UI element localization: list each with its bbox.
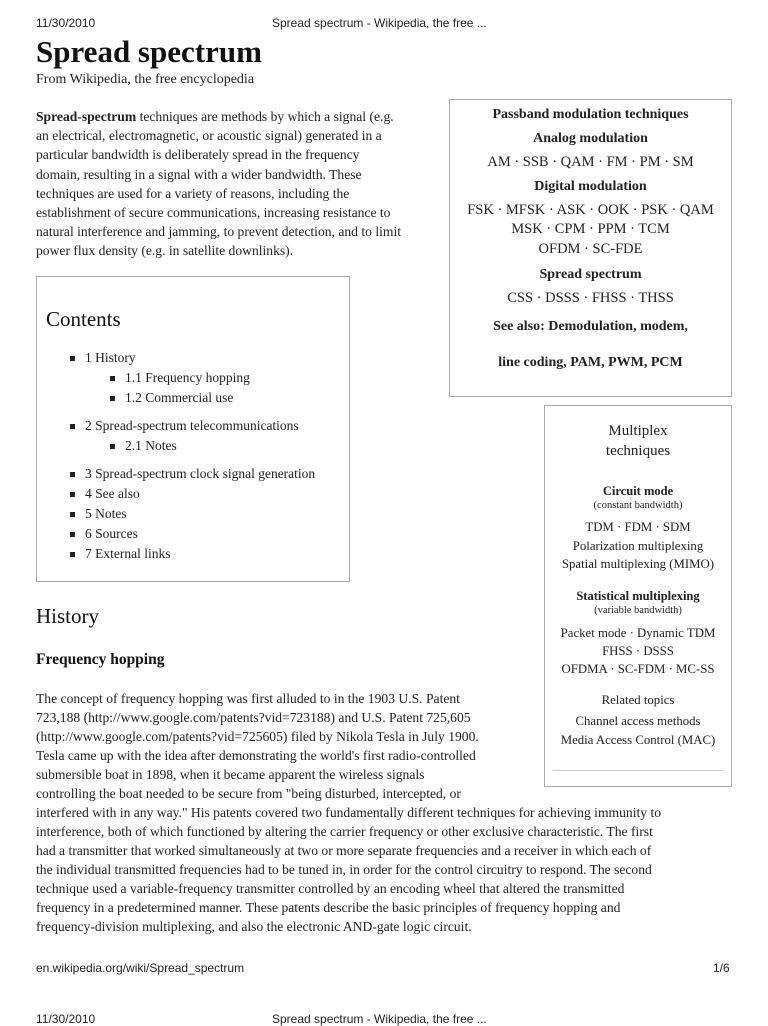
multiplex-navbox	[544, 405, 732, 787]
bullet-icon	[110, 396, 115, 401]
print-date-page-2: 11/30/2010	[36, 1012, 96, 1026]
paragraph-line: interference, both of which functioned by altering the carrier frequency or other exclusive characteristic. The first	[36, 824, 653, 839]
paragraph-line: technique used a variable-frequency transmitter controlled by an encoding wheel that altered the transmitted	[36, 881, 625, 896]
paragraph-line: had a transmitter that worked simultaneously at two or more separate frequencies and a receiver in which each of	[36, 843, 652, 858]
bullet-icon	[110, 444, 115, 449]
bullet-icon	[70, 492, 75, 497]
digital-list[interactable]: OFDM · SC-FDE	[538, 241, 643, 257]
toc-item-clock-signal[interactable]: 3 Spread-spectrum clock signal generation	[85, 466, 315, 482]
statistical-heading[interactable]: Statistical multiplexing	[576, 589, 700, 603]
intro-line: Spread-spectrum techniques are methods by which a signal (e.g.	[36, 109, 394, 124]
toc-item-commercial-use[interactable]: 1.2 Commercial use	[125, 390, 233, 406]
intro-line: an electrical, electromagnetic, or acoustic signal) generated in a	[36, 128, 382, 144]
intro-line: natural interference and jamming, to prevent detection, and to limit	[36, 224, 402, 240]
tagline: From Wikipedia, the free encyclopedia	[36, 72, 255, 87]
related-heading[interactable]: Related topics	[601, 693, 675, 707]
intro-bold-term[interactable]: Spread-spectrum	[36, 109, 137, 124]
bullet-icon	[70, 472, 75, 477]
paragraph-line: (http://www.google.com/patents?vid=725605) filed by Nikola Tesla in July 1900.	[36, 729, 479, 744]
bullet-icon	[70, 356, 75, 361]
paragraph-line: 723,188 (http://www.google.com/patents?vid=723188) and U.S. Patent 725,605	[36, 710, 471, 725]
bullet-icon	[70, 512, 75, 517]
multiplex-title[interactable]: techniques	[605, 443, 671, 459]
digital-list[interactable]: MSK · CPM · PPM · TCM	[511, 221, 670, 237]
print-date: 11/30/2010	[36, 16, 96, 30]
toc-item-notes-2-1[interactable]: 2.1 Notes	[125, 438, 177, 454]
print-title-page-2: Spread spectrum - Wikipedia, the free ...	[272, 1012, 487, 1026]
passband-modulation-navbox	[449, 99, 732, 397]
bullet-icon	[110, 376, 115, 381]
circuit-list[interactable]: TDM · FDM · SDM	[585, 520, 691, 534]
toc-item-frequency-hopping[interactable]: 1.1 Frequency hopping	[125, 370, 250, 386]
page-title: Spread spectrum	[36, 34, 262, 69]
bullet-icon	[70, 532, 75, 537]
statistical-note: (variable bandwidth)	[594, 605, 682, 616]
related-list[interactable]: Channel access methods	[575, 714, 701, 728]
circuit-heading[interactable]: Circuit mode	[602, 484, 674, 498]
paragraph-line: The concept of frequency hopping was first alluded to in the 1903 U.S. Patent	[36, 691, 460, 706]
toc-item-external-links[interactable]: 7 External links	[85, 546, 170, 562]
intro-line: techniques are used for a variety of reasons, including the	[36, 185, 350, 201]
footer-url: en.wikipedia.org/wiki/Spread_spectrum	[36, 961, 245, 975]
see-also-line[interactable]: line coding, PAM, PWM, PCM	[498, 355, 683, 370]
related-list[interactable]: Media Access Control (MAC)	[560, 733, 716, 747]
print-title: Spread spectrum - Wikipedia, the free ...	[272, 16, 487, 30]
paragraph-line: the individual transmitted frequencies had to be tuned in, in order for the control circuitry to respond. The second	[36, 862, 652, 877]
circuit-list[interactable]: Polarization multiplexing	[572, 539, 704, 553]
frequency-hopping-heading: Frequency hopping	[36, 651, 165, 668]
statistical-list[interactable]: FHSS · DSSS	[602, 644, 674, 658]
digital-list[interactable]: FSK · MFSK · ASK · OOK · PSK · QAM	[467, 202, 714, 218]
paragraph-line: interfered with in any way." His patents covered two fundamentally different techniques for achieving immunity to	[36, 805, 662, 820]
multiplex-title[interactable]: Multiplex	[608, 423, 668, 439]
digital-heading[interactable]: Digital modulation	[534, 179, 647, 194]
toc-item-history[interactable]: 1 History	[85, 350, 136, 366]
paragraph-line: Tesla came up with the idea after demonstrating the world's first radio-controlled	[36, 748, 476, 763]
toc-title: Contents	[46, 307, 121, 331]
analog-heading[interactable]: Analog modulation	[533, 131, 648, 146]
circuit-list[interactable]: Spatial multiplexing (MIMO)	[561, 557, 715, 571]
statistical-list[interactable]: Packet mode · Dynamic TDM	[560, 626, 716, 640]
footer-page-number: 1/6	[713, 961, 730, 975]
paragraph-line: submersible boat in 1898, when it became apparent the wireless signals	[36, 767, 425, 782]
spread-heading[interactable]: Spread spectrum	[539, 267, 642, 282]
see-also-line[interactable]: See also: Demodulation, modem,	[493, 319, 688, 334]
intro-line: particular bandwidth is deliberately spread in the frequency	[36, 147, 360, 163]
toc-item-see-also[interactable]: 4 See also	[85, 486, 140, 502]
navbox-divider	[553, 770, 723, 771]
circuit-note: (constant bandwidth)	[593, 500, 683, 511]
intro-paragraph	[36, 107, 438, 261]
spread-list[interactable]: CSS · DSSS · FHSS · THSS	[507, 290, 674, 306]
paragraph-line: frequency-division multiplexing, and also the electronic AND-gate logic circuit.	[36, 919, 472, 934]
history-heading: History	[36, 604, 99, 628]
table-of-contents	[36, 276, 350, 582]
passband-title[interactable]: Passband modulation techniques	[492, 107, 689, 122]
toc-item-telecommunications[interactable]: 2 Spread-spectrum telecommunications	[85, 418, 299, 434]
statistical-list[interactable]: OFDMA · SC-FDM · MC-SS	[561, 662, 715, 676]
intro-line: establishment of secure communications, increasing resistance to	[36, 205, 391, 221]
intro-line: power flux density (e.g. in satellite downlinks).	[36, 243, 294, 259]
bullet-icon	[70, 424, 75, 429]
paragraph-line: frequency in a predetermined manner. These patents describe the basic principles of frequency hopping and	[36, 900, 621, 915]
intro-line: domain, resulting in a signal with a wider bandwidth. These	[36, 166, 362, 182]
analog-list[interactable]: AM · SSB · QAM · FM · PM · SM	[487, 154, 694, 170]
paragraph-line: controlling the boat needed to be secure from "being disturbed, intercepted, or	[36, 786, 461, 801]
toc-item-sources[interactable]: 6 Sources	[85, 526, 138, 542]
toc-item-notes[interactable]: 5 Notes	[85, 506, 127, 522]
bullet-icon	[70, 552, 75, 557]
